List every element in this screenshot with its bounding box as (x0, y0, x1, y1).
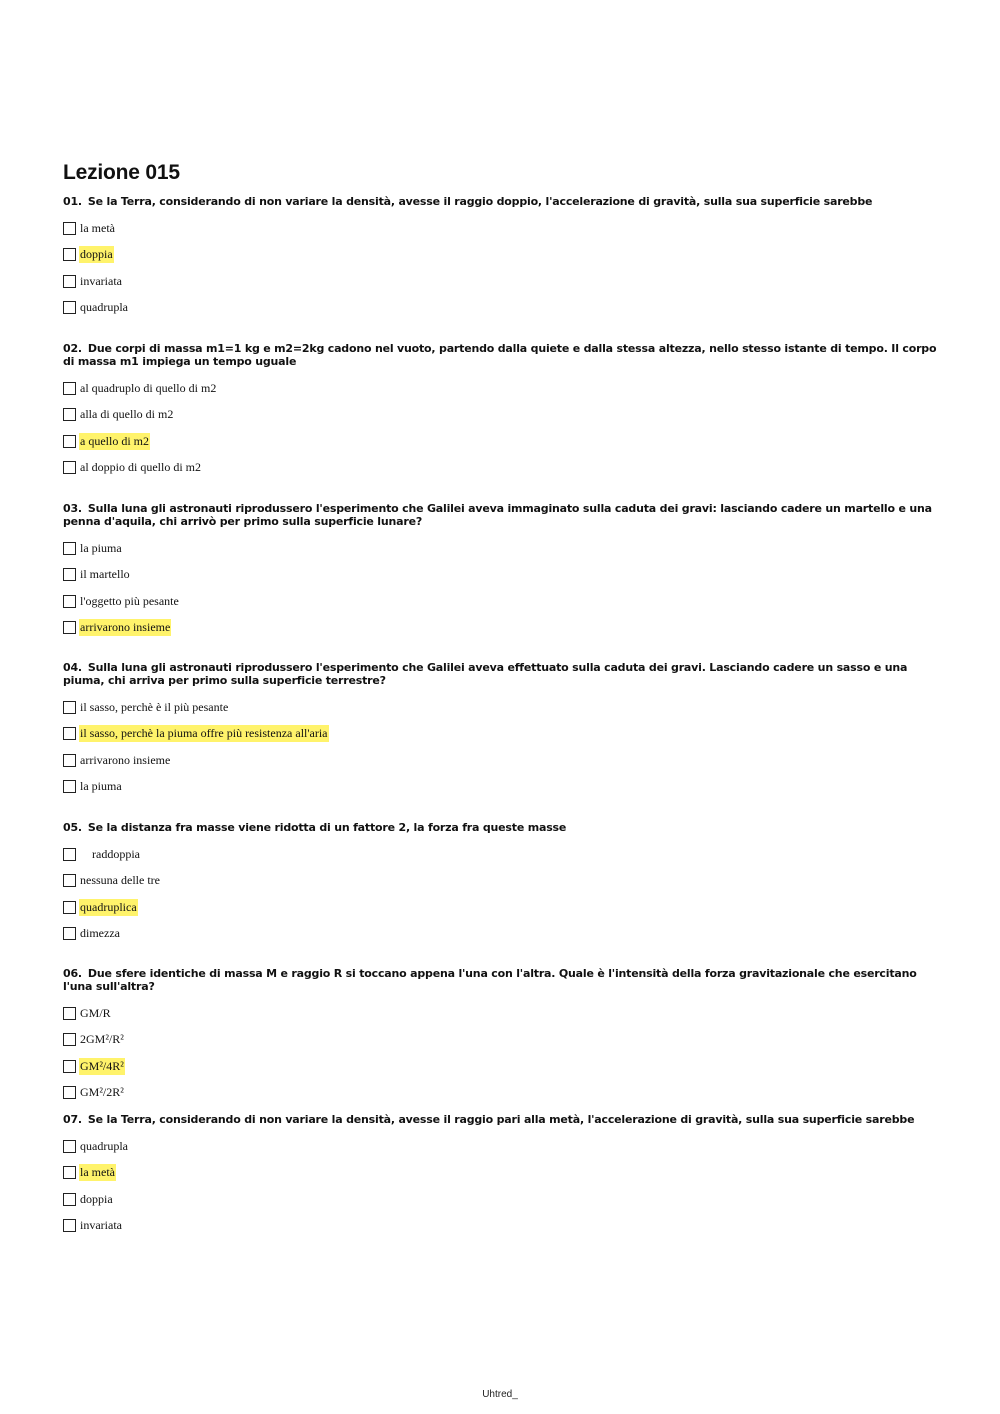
answer-options (63, 841, 943, 947)
answer-checkbox[interactable] (63, 901, 76, 914)
answer-label: quadrupla (80, 300, 128, 315)
answer-option[interactable] (63, 588, 943, 615)
answer-checkbox[interactable] (63, 435, 76, 448)
question-body: Se la Terra, considerando di non variare la densità, avesse il raggio pari alla metà, l'accelerazione di gravità, sulla sua superficie sarebbe (87, 1113, 915, 1126)
answer-checkbox[interactable] (63, 1166, 76, 1179)
question-body: Due sfere identiche di massa M e raggio R si toccano appena l'una con l'altra. Quale è l'intensità della forza gravitazionale che esercitano l'una sull'altra? (63, 967, 917, 993)
answer-option[interactable] (63, 747, 943, 774)
answer-label: al doppio di quello di m2 (80, 460, 201, 475)
page-footer: Uhtred_ (482, 1389, 518, 1400)
answer-option[interactable] (63, 295, 943, 322)
answer-option[interactable] (63, 774, 943, 801)
answer-label: dimezza (80, 926, 120, 941)
answer-option[interactable] (63, 1027, 943, 1054)
answer-label-correct: GM²/4R² (80, 1058, 124, 1073)
answer-label: invariata (80, 273, 122, 288)
question-4 (63, 661, 943, 800)
answer-checkbox[interactable] (63, 874, 76, 887)
answer-checkbox[interactable] (63, 780, 76, 793)
answer-option[interactable] (63, 694, 943, 721)
answer-checkbox[interactable] (63, 1193, 76, 1206)
question-text (63, 342, 943, 368)
answer-label: al quadruplo di quello di m2 (80, 380, 217, 395)
question-body: Sulla luna gli astronauti riprodussero l'esperimento che Galilei aveva effettuato sulla caduta dei gravi. Lasciando cadere un sasso e una piuma, chi arriva per primo sulla superficie terrestre? (63, 661, 908, 687)
answer-label: raddoppia (92, 846, 140, 861)
answer-label: la metà (80, 220, 115, 235)
question-6 (63, 967, 943, 1106)
answer-label: arrivarono insieme (80, 752, 171, 767)
answer-option[interactable] (63, 402, 943, 429)
question-text (63, 821, 943, 834)
answer-checkbox[interactable] (63, 1007, 76, 1020)
question-number: 07. (63, 1113, 82, 1126)
answer-option[interactable] (63, 1213, 943, 1240)
answer-label-correct: il sasso, perchè la piuma offre più resistenza all'aria (80, 726, 328, 741)
answer-option[interactable] (63, 721, 943, 748)
answer-option[interactable] (63, 535, 943, 562)
question-text (63, 967, 943, 993)
question-text (63, 502, 943, 528)
answer-options (63, 1000, 943, 1106)
answer-checkbox[interactable] (63, 701, 76, 714)
answer-label: la piuma (80, 540, 122, 555)
answer-option[interactable] (63, 242, 943, 269)
answer-option[interactable] (63, 1160, 943, 1187)
question-number: 03. (63, 502, 82, 515)
question-5 (63, 821, 943, 947)
answer-option[interactable] (63, 615, 943, 642)
answer-option[interactable] (63, 455, 943, 482)
answer-label: GM/R (80, 1005, 111, 1020)
answer-label: 2GM²/R² (80, 1032, 124, 1047)
question-1 (63, 195, 943, 321)
answer-label: l'oggetto più pesante (80, 593, 179, 608)
answer-option[interactable] (63, 1053, 943, 1080)
answer-option[interactable] (63, 894, 943, 921)
answer-checkbox[interactable] (63, 595, 76, 608)
answer-checkbox[interactable] (63, 248, 76, 261)
answer-checkbox[interactable] (63, 848, 76, 861)
answer-option[interactable] (63, 1000, 943, 1027)
question-number: 06. (63, 967, 82, 980)
question-body: Sulla luna gli astronauti riprodussero l'esperimento che Galilei aveva immaginato sulla caduta dei gravi: lasciando cadere un martello e una penna d'aquila, chi arrivò per primo sulla superficie lunare? (63, 502, 932, 528)
answer-checkbox[interactable] (63, 568, 76, 581)
answer-label: alla di quello di m2 (80, 407, 174, 422)
answer-options (63, 694, 943, 800)
question-number: 02. (63, 342, 82, 355)
page-title: Lezione 015 (63, 161, 180, 184)
answer-option[interactable] (63, 268, 943, 295)
answer-checkbox[interactable] (63, 382, 76, 395)
answer-label-correct: la metà (80, 1165, 115, 1180)
answer-checkbox[interactable] (63, 301, 76, 314)
question-number: 05. (63, 821, 82, 834)
answer-checkbox[interactable] (63, 408, 76, 421)
answer-option[interactable] (63, 428, 943, 455)
question-body: Se la Terra, considerando di non variare la densità, avesse il raggio doppio, l'accelerazione di gravità, sulla sua superficie sarebbe (87, 195, 873, 208)
question-number: 01. (63, 195, 82, 208)
question-text (63, 1113, 943, 1126)
question-text (63, 661, 943, 687)
answer-options (63, 215, 943, 321)
question-text (63, 195, 943, 208)
question-body: Se la distanza fra masse viene ridotta di un fattore 2, la forza fra queste masse (87, 821, 567, 834)
answer-option[interactable] (63, 1080, 943, 1107)
answer-label-correct: a quello di m2 (80, 433, 149, 448)
answer-checkbox[interactable] (63, 1219, 76, 1232)
answer-option[interactable] (63, 921, 943, 948)
answer-label: la piuma (80, 779, 122, 794)
answer-options (63, 1133, 943, 1239)
answer-label: invariata (80, 1218, 122, 1233)
answer-checkbox[interactable] (63, 1060, 76, 1073)
answer-checkbox[interactable] (63, 754, 76, 767)
answer-checkbox[interactable] (63, 621, 76, 634)
answer-checkbox[interactable] (63, 727, 76, 740)
answer-checkbox[interactable] (63, 1033, 76, 1046)
answer-label: il martello (80, 567, 130, 582)
question-3 (63, 502, 943, 641)
answer-checkbox[interactable] (63, 222, 76, 235)
answer-label-correct: doppia (80, 247, 113, 262)
question-body: Due corpi di massa m1=1 kg e m2=2kg cadono nel vuoto, partendo dalla quiete e dalla stessa altezza, nello stesso istante di tempo. Il corpo di massa m1 impiega un tempo uguale (63, 342, 937, 368)
answer-options (63, 375, 943, 481)
answer-option[interactable] (63, 868, 943, 895)
question-number: 04. (63, 661, 82, 674)
answer-label-correct: quadruplica (80, 899, 137, 914)
answer-checkbox[interactable] (63, 927, 76, 940)
answer-checkbox[interactable] (63, 461, 76, 474)
answer-label: quadrupla (80, 1138, 128, 1153)
answer-label: GM²/2R² (80, 1085, 124, 1100)
answer-option[interactable] (63, 1133, 943, 1160)
answer-checkbox[interactable] (63, 542, 76, 555)
answer-label: il sasso, perchè è il più pesante (80, 699, 229, 714)
answer-options (63, 535, 943, 641)
question-7 (63, 1113, 943, 1239)
answer-checkbox[interactable] (63, 275, 76, 288)
answer-option[interactable] (63, 562, 943, 589)
answer-label: nessuna delle tre (80, 873, 160, 888)
answer-option[interactable] (63, 375, 943, 402)
answer-option[interactable] (63, 215, 943, 242)
answer-checkbox[interactable] (63, 1086, 76, 1099)
answer-option[interactable] (63, 1186, 943, 1213)
answer-label-correct: arrivarono insieme (80, 620, 171, 635)
question-2 (63, 342, 943, 481)
answer-option[interactable] (63, 841, 943, 868)
answer-label: doppia (80, 1191, 113, 1206)
answer-checkbox[interactable] (63, 1140, 76, 1153)
